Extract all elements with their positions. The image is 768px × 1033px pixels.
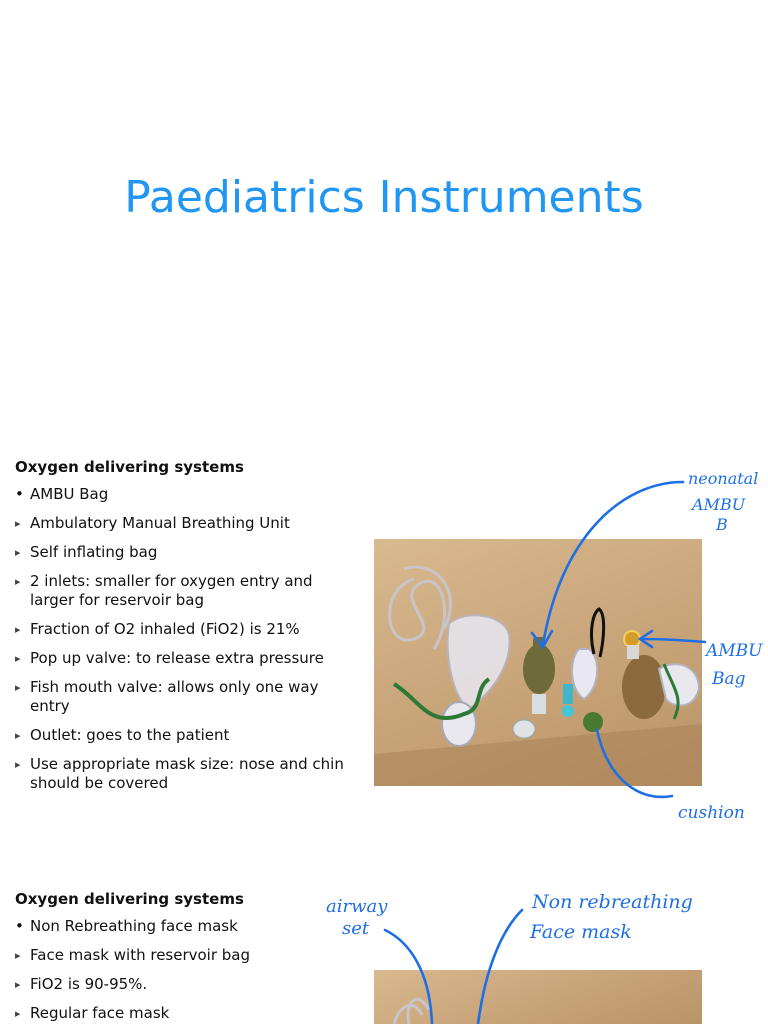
annotation-ambu: AMBU — [706, 641, 763, 661]
annotation-neonatal-b: B — [716, 515, 728, 534]
bullet-marker: ▸ — [15, 681, 21, 694]
bullet-text: Regular face mask — [30, 1004, 170, 1022]
annotation-airway-set: set — [342, 918, 370, 939]
list-item — [15, 1004, 350, 1023]
bullet-marker: ▸ — [15, 575, 21, 588]
list-item — [15, 755, 350, 793]
bullet-text: Face mask with reservoir bag — [30, 946, 251, 964]
bullet-marker: ▸ — [15, 546, 21, 559]
bullet-text: Pop up valve: to release extra pressure — [30, 649, 324, 667]
ambu-bag-photo — [374, 539, 702, 786]
bullet-list — [15, 917, 350, 1033]
title-slide — [0, 0, 768, 420]
bullet-marker: • — [15, 917, 24, 935]
bullet-text: FiO2 is 90-95%. — [30, 975, 148, 993]
bullet-text: Self inflating bag — [30, 543, 158, 561]
annotation-neonatal: neonatal — [688, 469, 759, 488]
list-item — [15, 726, 350, 745]
list-item — [15, 946, 350, 965]
list-item — [15, 485, 350, 504]
slide-ambu-bag — [0, 440, 768, 860]
bullet-text: Fish mouth valve: allows only one way entry — [30, 678, 319, 715]
bullet-marker: • — [15, 485, 24, 503]
bullet-marker: ▸ — [15, 729, 21, 742]
list-item — [15, 543, 350, 562]
bullet-text: Non Rebreathing face mask — [30, 917, 238, 935]
list-item — [15, 649, 350, 668]
annotation-neonatal-ambu: AMBU — [692, 495, 746, 514]
annotation-ambu-bag: Bag — [712, 669, 746, 689]
slide-heading: Oxygen delivering systems — [15, 458, 244, 476]
bullet-text: Ambulatory Manual Breathing Unit — [30, 514, 290, 532]
list-item — [15, 620, 350, 639]
list-item — [15, 975, 350, 994]
bullet-text: Outlet: goes to the patient — [30, 726, 230, 744]
bullet-text: Fraction of O2 inhaled (FiO2) is 21% — [30, 620, 300, 638]
annotation-non-rebreathing: Non rebreathing — [532, 891, 693, 913]
bullet-text: 2 inlets: smaller for oxygen entry and larger for reservoir bag — [30, 572, 313, 609]
face-mask-illustration — [374, 970, 702, 1024]
slide-title: Paediatrics Instruments — [124, 172, 644, 223]
annotation-cushion: cushion — [678, 803, 745, 823]
slide-non-rebreathing-mask — [0, 872, 768, 1024]
annotation-airway: airway — [326, 896, 388, 917]
list-item — [15, 917, 350, 936]
bullet-marker: ▸ — [15, 949, 21, 962]
bullet-text: AMBU Bag — [30, 485, 109, 503]
face-mask-photo — [374, 970, 702, 1024]
bullet-marker: ▸ — [15, 517, 21, 530]
list-item — [15, 514, 350, 533]
bullet-marker: ▸ — [15, 1007, 21, 1020]
bullet-marker: ▸ — [15, 652, 21, 665]
bullet-marker: ▸ — [15, 978, 21, 991]
ambu-bag-illustration — [374, 539, 702, 786]
bullet-marker: ▸ — [15, 623, 21, 636]
bullet-marker: ▸ — [15, 758, 21, 771]
bullet-text: Use appropriate mask size: nose and chin should be covered — [30, 755, 344, 792]
list-item — [15, 678, 350, 716]
list-item — [15, 572, 350, 610]
bullet-list — [15, 485, 350, 803]
annotation-face-mask: Face mask — [530, 921, 632, 943]
slide-heading: Oxygen delivering systems — [15, 890, 244, 908]
